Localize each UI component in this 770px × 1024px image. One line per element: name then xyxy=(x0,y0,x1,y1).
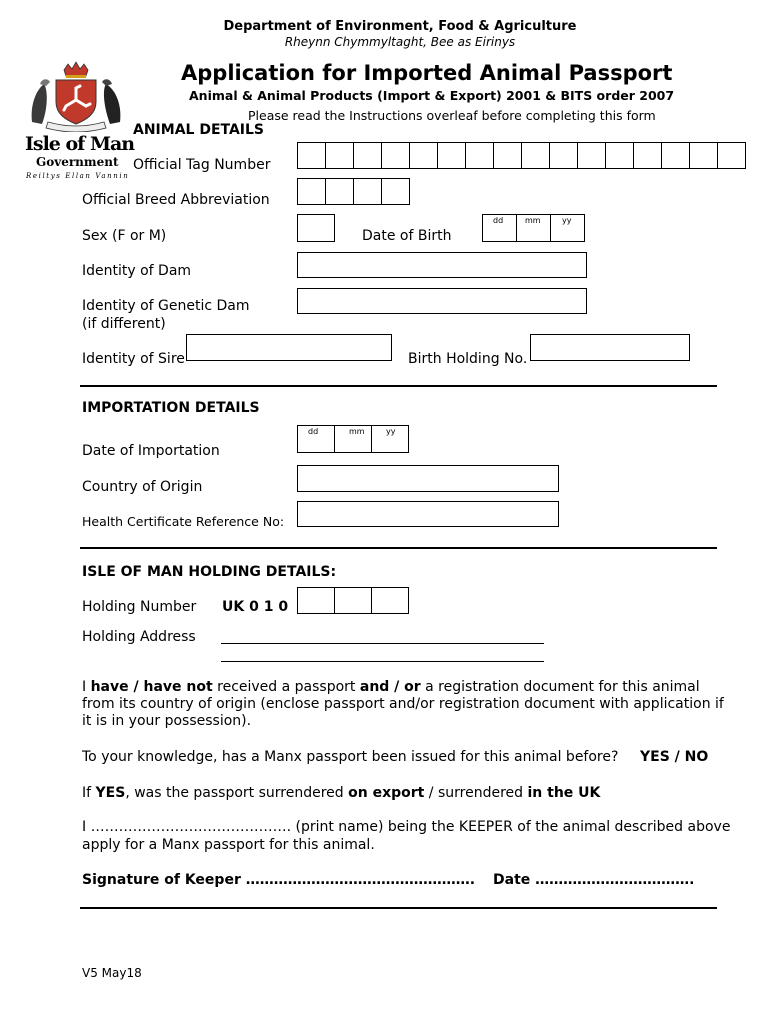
country-origin-field[interactable] xyxy=(297,465,559,492)
manx-passport-question: To your knowledge, has a Manx passport been issued for this animal before? xyxy=(82,749,619,765)
import-year-box[interactable] xyxy=(371,425,409,453)
tag-digit-box[interactable] xyxy=(717,142,746,169)
tag-number-label: Official Tag Number xyxy=(133,157,271,173)
import-day-box[interactable] xyxy=(297,425,335,453)
tag-digit-box[interactable] xyxy=(325,142,354,169)
version-footer: V5 May18 xyxy=(82,966,142,980)
year-hint: yy xyxy=(562,216,572,225)
tag-digit-box[interactable] xyxy=(605,142,634,169)
statement-end: a registration document for this animal xyxy=(420,679,700,695)
tag-digit-box[interactable] xyxy=(409,142,438,169)
genetic-dam-field[interactable] xyxy=(297,288,587,314)
dob-field[interactable] xyxy=(482,214,584,242)
keeper-declaration-line2: apply for a Manx passport for this animal. xyxy=(82,837,375,853)
on-export-option[interactable]: on export xyxy=(348,785,425,801)
date-field[interactable]: Date ……………………………. xyxy=(493,872,695,888)
holding-digit-box[interactable] xyxy=(334,587,372,614)
crest-icon xyxy=(26,60,126,132)
in-uk-option[interactable]: in the UK xyxy=(527,785,601,801)
importation-heading: IMPORTATION DETAILS xyxy=(82,400,260,416)
holding-address-label: Holding Address xyxy=(82,629,196,645)
tag-digit-box[interactable] xyxy=(493,142,522,169)
breed-char-box[interactable] xyxy=(381,178,410,205)
logo-name: Isle of Man xyxy=(25,133,135,155)
passport-statement-line3: it is in your possession). xyxy=(82,713,252,729)
if-text: If xyxy=(82,785,96,801)
signature-field[interactable]: Signature of Keeper …………………………………………. xyxy=(82,872,476,888)
tag-digit-box[interactable] xyxy=(381,142,410,169)
country-origin-label: Country of Origin xyxy=(82,479,203,495)
tag-digit-box[interactable] xyxy=(437,142,466,169)
holding-number-prefix: UK 0 1 0 xyxy=(222,599,289,615)
holding-number-label: Holding Number xyxy=(82,599,197,615)
sex-label: Sex (F or M) xyxy=(82,228,167,244)
passport-statement xyxy=(82,679,700,695)
holding-number-field[interactable] xyxy=(297,587,408,614)
surrender-text-2: / surrendered xyxy=(424,785,528,801)
breed-char-box[interactable] xyxy=(353,178,382,205)
breed-field[interactable] xyxy=(297,178,409,205)
holding-heading: ISLE OF MAN HOLDING DETAILS: xyxy=(82,564,337,580)
surrender-question xyxy=(82,785,600,801)
import-date-label: Date of Importation xyxy=(82,443,220,459)
holding-address-line-1[interactable] xyxy=(221,643,544,644)
sire-label: Identity of Sire xyxy=(82,351,185,367)
sex-field[interactable] xyxy=(297,214,335,242)
sire-field[interactable] xyxy=(186,334,392,361)
section-divider xyxy=(80,385,717,387)
statement-mid: received a passport xyxy=(212,679,360,695)
day-hint: dd xyxy=(493,216,504,225)
isle-of-man-crest xyxy=(26,60,126,132)
genetic-dam-label: Identity of Genetic Dam xyxy=(82,298,250,314)
tag-digit-box[interactable] xyxy=(549,142,578,169)
keeper-declaration: I ……………………………………. (print name) being the KEEPER of the animal described above xyxy=(82,819,731,835)
section-divider xyxy=(80,547,717,549)
holding-address-line-2[interactable] xyxy=(221,661,544,662)
tag-digit-box[interactable] xyxy=(661,142,690,169)
health-cert-label: Health Certificate Reference No: xyxy=(82,514,285,529)
tag-digit-box[interactable] xyxy=(689,142,718,169)
month-hint: mm xyxy=(349,427,365,436)
dob-year-box[interactable] xyxy=(550,214,585,242)
dob-label: Date of Birth xyxy=(362,228,452,244)
section-divider xyxy=(80,907,717,909)
dob-day-box[interactable] xyxy=(482,214,517,242)
health-cert-field[interactable] xyxy=(297,501,559,527)
tag-digit-box[interactable] xyxy=(521,142,550,169)
tag-digit-box[interactable] xyxy=(465,142,494,169)
year-hint: yy xyxy=(386,427,396,436)
birth-holding-field[interactable] xyxy=(530,334,690,361)
genetic-dam-note: (if different) xyxy=(82,316,166,332)
dob-month-box[interactable] xyxy=(516,214,551,242)
have-option[interactable]: have / have not xyxy=(90,679,213,695)
department-manx-name: Rheynn Chymmyltaght, Bee as Eirinys xyxy=(284,35,516,49)
logo-manx-name: Reiltys Ellan Vannin xyxy=(26,172,130,180)
dam-field[interactable] xyxy=(297,252,587,278)
surrender-text: , was the passport surrendered xyxy=(125,785,349,801)
tag-digit-box[interactable] xyxy=(577,142,606,169)
breed-char-box[interactable] xyxy=(297,178,326,205)
breed-label: Official Breed Abbreviation xyxy=(82,192,270,208)
import-date-field[interactable] xyxy=(297,425,408,453)
tag-digit-box[interactable] xyxy=(353,142,382,169)
import-month-box[interactable] xyxy=(334,425,372,453)
tag-digit-box[interactable] xyxy=(633,142,662,169)
holding-digit-box[interactable] xyxy=(297,587,335,614)
month-hint: mm xyxy=(525,216,541,225)
yes-text: YES xyxy=(95,785,126,801)
form-title: Application for Imported Animal Passport xyxy=(181,61,673,85)
tag-digit-box[interactable] xyxy=(297,142,326,169)
statement-prefix: I xyxy=(82,679,91,695)
form-subtitle: Animal & Animal Products (Import & Export) 2001 & BITS order 2007 xyxy=(189,88,675,103)
logo-government: Government xyxy=(36,155,119,169)
animal-details-heading: ANIMAL DETAILS xyxy=(133,122,265,138)
holding-digit-box[interactable] xyxy=(371,587,409,614)
passport-statement-line2: from its country of origin (enclose passport and/or registration document with application if xyxy=(82,696,724,712)
and-or-option[interactable]: and / or xyxy=(359,679,421,695)
yes-no-answer[interactable]: YES / NO xyxy=(640,749,709,765)
birth-holding-label: Birth Holding No. xyxy=(408,351,528,367)
department-name: Department of Environment, Food & Agriculture xyxy=(223,19,577,34)
breed-char-box[interactable] xyxy=(325,178,354,205)
form-instruction: Please read the Instructions overleaf before completing this form xyxy=(248,108,656,123)
day-hint: dd xyxy=(308,427,319,436)
dam-label: Identity of Dam xyxy=(82,263,192,279)
tag-number-field[interactable] xyxy=(297,142,745,169)
